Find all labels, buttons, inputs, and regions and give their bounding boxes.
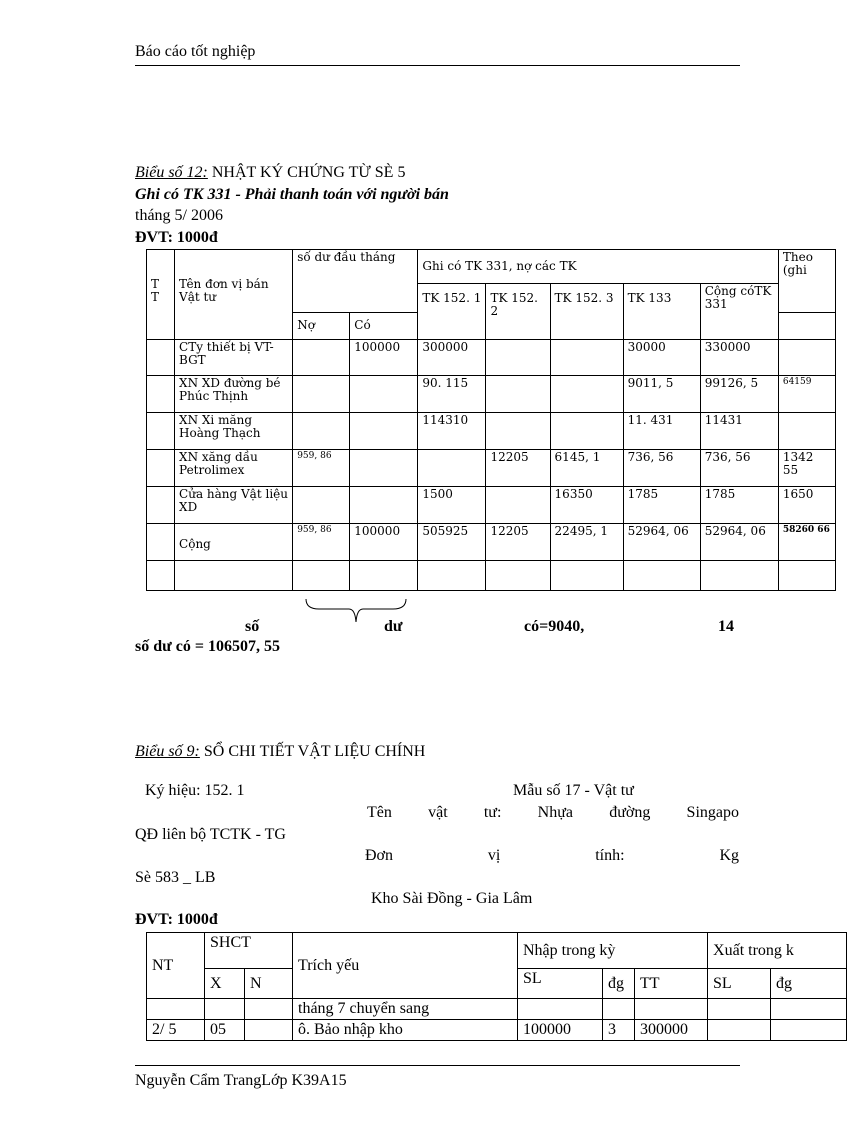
cell-tk1522: 12205 (486, 524, 550, 561)
cell-export-qty (708, 999, 771, 1020)
cell-qty: 100000 (518, 1020, 603, 1041)
cell-tk1521: 90. 115 (418, 376, 486, 413)
form-number: Mẫu số 17 - Vật tư (513, 782, 634, 799)
th-supplier: Tên đơn vị bán Vật tư (175, 250, 293, 340)
cell-tt (147, 524, 175, 561)
cell-tk1521: 505925 (418, 524, 486, 561)
cell-n (245, 1020, 293, 1041)
th-x: X (205, 969, 245, 999)
cell-debit: 959, 86 (293, 524, 350, 561)
page-footer: Nguyễn Cẩm TrangLớp K39A15 (135, 1072, 347, 1089)
balance-word-3: có=9040, (524, 618, 585, 635)
cell-total: 52964, 06 (700, 524, 778, 561)
section2-title: SỔ CHI TIẾT VẬT LIỆU CHÍNH (199, 743, 426, 760)
table-row (147, 450, 836, 487)
cell-qty (518, 999, 603, 1020)
material-name: Tên vật tư: Nhựa đường Singapo (367, 804, 739, 821)
cell-debit (293, 340, 350, 376)
material-code: Ký hiệu: 152. 1 (145, 782, 245, 799)
section2-unit: ĐVT: 1000đ (135, 911, 218, 928)
material-ledger-table (146, 932, 847, 1041)
cell-description: ô. Bảo nhập kho (293, 1020, 518, 1041)
cell-export-price (771, 999, 847, 1020)
cell-tt (147, 487, 175, 524)
cell-tt (147, 340, 175, 376)
cell-name: Cửa hàng Vật liệu XD (175, 487, 293, 524)
cell-total: 736, 56 (700, 450, 778, 487)
th-nt: NT (147, 933, 205, 999)
section1-unit: ĐVT: 1000đ (135, 229, 218, 246)
cell-debit: 959, 86 (293, 450, 350, 487)
cell-description: tháng 7 chuyển sang (293, 999, 518, 1020)
table-row (147, 376, 836, 413)
cell-name: CTy thiết bị VT- BGT (175, 340, 293, 376)
cell-tk1522 (486, 340, 550, 376)
cell-track (778, 413, 835, 450)
cell-tk1522 (486, 487, 550, 524)
cell-credit (350, 450, 418, 487)
section1-month: tháng 5/ 2006 (135, 207, 223, 224)
balance-word-2: dư (384, 618, 403, 635)
closing-balance: số dư có = 106507, 55 (135, 638, 280, 655)
cell-total: 99126, 5 (700, 376, 778, 413)
cell-export-price (771, 1020, 847, 1041)
th-import: Nhập trong kỳ (518, 933, 708, 969)
table-row-empty (147, 561, 836, 591)
unit-of-measure: Đơn vị tính: Kg (365, 847, 739, 864)
cell-tk1521: 1500 (418, 487, 486, 524)
th-tk1523: TK 152. 3 (550, 284, 623, 340)
cell-tk1521: 114310 (418, 413, 486, 450)
cell-credit (350, 413, 418, 450)
table-row (147, 487, 836, 524)
cell-tk1523: 6145, 1 (550, 450, 623, 487)
section1-label: Biểu số 12: (135, 164, 208, 181)
cell-tk1523 (550, 376, 623, 413)
cell-tk133: 52964, 06 (623, 524, 700, 561)
th-total-credit: Cộng cóTK 331 (700, 284, 778, 340)
cell-tk1521: 300000 (418, 340, 486, 376)
th-import-price: đg (603, 969, 635, 999)
cell-name: XN Xi măng Hoàng Thạch (175, 413, 293, 450)
cell-amount (635, 999, 708, 1020)
th-tt: T T (147, 250, 175, 340)
th-tk1521: TK 152. 1 (418, 284, 486, 340)
cell-total: 330000 (700, 340, 778, 376)
warehouse: Kho Sài Đồng - Gia Lâm (371, 890, 533, 907)
th-opening-balance: số dư đầu tháng (293, 250, 418, 313)
table-row-total (147, 524, 836, 561)
cell-date: 2/ 5 (147, 1020, 205, 1041)
section2-label: Biểu số 9: (135, 743, 200, 760)
cell-name: XN XD đường bé Phúc Thịnh (175, 376, 293, 413)
document-number: Sè 583 _ LB (135, 869, 216, 886)
cell-n (245, 999, 293, 1020)
cell-credit (350, 376, 418, 413)
th-shct: SHCT (205, 933, 293, 969)
cell-x (205, 999, 245, 1020)
th-credit-group: Ghi có TK 331, nợ các TK (418, 250, 778, 284)
cell-export-qty (708, 1020, 771, 1041)
cell-tk1523 (550, 413, 623, 450)
th-tk1522: TK 152. 2 (486, 284, 550, 340)
th-export: Xuất trong k (708, 933, 847, 969)
cell-tk1522: 12205 (486, 450, 550, 487)
section1-heading (135, 164, 405, 182)
cell-date (147, 999, 205, 1020)
cell-name: Cộng (175, 524, 293, 561)
cell-tk133: 1785 (623, 487, 700, 524)
th-debit: Nợ (293, 313, 350, 340)
cell-amount: 300000 (635, 1020, 708, 1041)
section1-title: NHẬT KÝ CHỨNG TỪ SÈ 5 (207, 164, 406, 181)
cell-tk133: 11. 431 (623, 413, 700, 450)
cell-price (603, 999, 635, 1020)
table-row (147, 413, 836, 450)
th-track: Theo (ghi (778, 250, 835, 313)
cell-debit (293, 487, 350, 524)
cell-tk133: 30000 (623, 340, 700, 376)
cell-debit (293, 413, 350, 450)
cell-tk1521 (418, 450, 486, 487)
cell-tk1522 (486, 376, 550, 413)
cell-tt (147, 376, 175, 413)
cell-track: 58260 66 (778, 524, 835, 561)
cell-tk1523: 16350 (550, 487, 623, 524)
cell-tk1522 (486, 413, 550, 450)
balance-word-4: 14 (718, 618, 734, 635)
cell-name: XN xăng dầu Petrolimex (175, 450, 293, 487)
cell-credit: 100000 (350, 340, 418, 376)
cell-credit (350, 487, 418, 524)
th-description: Trích yếu (293, 933, 518, 999)
cell-tt (147, 450, 175, 487)
cell-credit: 100000 (350, 524, 418, 561)
table-row (147, 999, 847, 1020)
cell-x: 05 (205, 1020, 245, 1041)
header-rule (135, 65, 740, 66)
journal-table (146, 249, 836, 591)
th-export-qty: SL (708, 969, 771, 999)
cell-tt (147, 413, 175, 450)
th-credit: Có (350, 313, 418, 340)
cell-tk133: 9011, 5 (623, 376, 700, 413)
cell-tk133: 736, 56 (623, 450, 700, 487)
cell-track: 1342 55 (778, 450, 835, 487)
cell-price: 3 (603, 1020, 635, 1041)
cell-debit (293, 376, 350, 413)
balance-word-1: số (245, 618, 260, 635)
footer-rule (135, 1065, 740, 1066)
th-export-price: đg (771, 969, 847, 999)
cell-track: 1650 (778, 487, 835, 524)
section1-subtitle: Ghi có TK 331 - Phải thanh toán với người bán (135, 186, 449, 203)
cell-tk1523: 22495, 1 (550, 524, 623, 561)
cell-track (778, 340, 835, 376)
table-row (147, 1020, 847, 1041)
table-row (147, 340, 836, 376)
cell-total: 11431 (700, 413, 778, 450)
th-import-qty: SL (518, 969, 603, 999)
th-tk133: TK 133 (623, 284, 700, 340)
cell-track: 64159 (778, 376, 835, 413)
section2-heading (135, 743, 425, 761)
cell-total: 1785 (700, 487, 778, 524)
cell-tk1523 (550, 340, 623, 376)
th-n: N (245, 969, 293, 999)
th-track-empty (778, 313, 835, 340)
decision-ref: QĐ liên bộ TCTK - TG (135, 826, 286, 843)
th-import-amount: TT (635, 969, 708, 999)
page-header: Báo cáo tốt nghiệp (135, 43, 256, 60)
